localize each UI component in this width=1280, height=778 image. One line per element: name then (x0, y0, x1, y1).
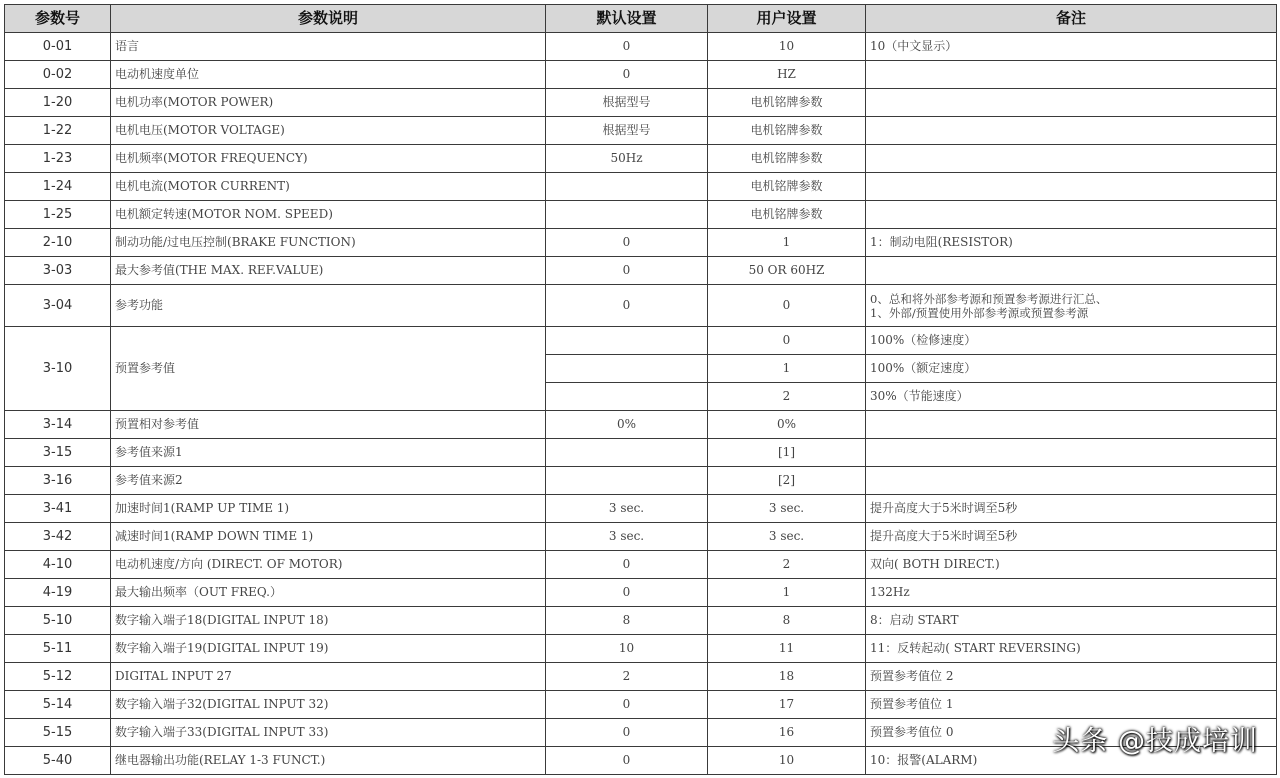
remark: 提升高度大于5米时调至5秒 (866, 523, 1277, 551)
header-remarks: 备注 (866, 5, 1277, 33)
param-description: 加速时间1(RAMP UP TIME 1) (111, 495, 546, 523)
user-setting: 11 (708, 635, 866, 663)
remark: 100%（额定速度） (866, 355, 1277, 383)
watermark: 头条 @技成培训 (1052, 726, 1258, 757)
table-body (5, 33, 1277, 775)
param-number: 1-20 (5, 89, 111, 117)
param-number: 4-10 (5, 551, 111, 579)
param-description: 预置相对参考值 (111, 411, 546, 439)
param-description: 预置参考值 (111, 327, 546, 411)
param-number: 3-04 (5, 285, 111, 327)
default-setting (546, 439, 708, 467)
user-setting: 16 (708, 719, 866, 747)
table-header-row (5, 5, 1277, 33)
user-setting: 18 (708, 663, 866, 691)
param-number: 3-42 (5, 523, 111, 551)
param-description: 电机功率(MOTOR POWER) (111, 89, 546, 117)
remark-line-1: 0、总和将外部参考源和预置参考源进行汇总、 (870, 291, 1108, 306)
param-description: DIGITAL INPUT 27 (111, 663, 546, 691)
table-row (5, 145, 1277, 173)
default-setting (546, 467, 708, 495)
table-row (5, 285, 1277, 327)
param-number: 4-19 (5, 579, 111, 607)
param-description: 电机电压(MOTOR VOLTAGE) (111, 117, 546, 145)
default-setting: 0 (546, 747, 708, 775)
remark: 30%（节能速度） (866, 383, 1277, 411)
default-setting: 0 (546, 229, 708, 257)
param-description: 减速时间1(RAMP DOWN TIME 1) (111, 523, 546, 551)
user-setting: 10 (708, 747, 866, 775)
param-description: 电机额定转速(MOTOR NOM. SPEED) (111, 201, 546, 229)
header-default-setting: 默认设置 (546, 5, 708, 33)
default-setting: 0 (546, 719, 708, 747)
remark: 10：报警(ALARM) (866, 747, 1277, 775)
default-setting: 0 (546, 579, 708, 607)
param-number: 2-10 (5, 229, 111, 257)
table-row (5, 173, 1277, 201)
remark: 11：反转起动( START REVERSING) (866, 635, 1277, 663)
default-setting: 10 (546, 635, 708, 663)
header-param-number: 参数号 (5, 5, 111, 33)
remark: 预置参考值位 2 (866, 663, 1277, 691)
param-description: 电动机速度单位 (111, 61, 546, 89)
table-row (5, 607, 1277, 635)
default-setting: 0 (546, 33, 708, 61)
table-row (5, 579, 1277, 607)
user-setting: 2 (708, 551, 866, 579)
remark: 1：制动电阻(RESISTOR) (866, 229, 1277, 257)
remark: 132Hz (866, 579, 1277, 607)
param-number: 5-10 (5, 607, 111, 635)
header-param-description: 参数说明 (111, 5, 546, 33)
param-description: 最大参考值(THE MAX. REF.VALUE) (111, 257, 546, 285)
param-number: 0-01 (5, 33, 111, 61)
param-description: 电机电流(MOTOR CURRENT) (111, 173, 546, 201)
param-number: 3-41 (5, 495, 111, 523)
default-setting: 0 (546, 285, 708, 327)
default-setting: 0% (546, 411, 708, 439)
remark (866, 61, 1277, 89)
table-row (5, 495, 1277, 523)
remark: 10（中文显示） (866, 33, 1277, 61)
param-number: 1-22 (5, 117, 111, 145)
remark (866, 285, 1277, 327)
user-setting: [1] (708, 439, 866, 467)
table-row (5, 117, 1277, 145)
remark (866, 439, 1277, 467)
default-setting: 0 (546, 551, 708, 579)
user-setting: 3 sec. (708, 523, 866, 551)
default-setting: 0 (546, 257, 708, 285)
user-setting: 0 (708, 327, 866, 355)
param-description: 继电器输出功能(RELAY 1-3 FUNCT.) (111, 747, 546, 775)
table-row (5, 89, 1277, 117)
default-setting (546, 201, 708, 229)
param-number: 3-03 (5, 257, 111, 285)
user-setting: 8 (708, 607, 866, 635)
user-setting: HZ (708, 61, 866, 89)
default-setting: 50Hz (546, 145, 708, 173)
remark: 预置参考值位 0 (866, 719, 1277, 747)
table-row (5, 327, 1277, 355)
remark (866, 89, 1277, 117)
user-setting: 0 (708, 285, 866, 327)
default-setting: 0 (546, 691, 708, 719)
user-setting: 50 OR 60HZ (708, 257, 866, 285)
default-setting (546, 383, 708, 411)
remark (866, 411, 1277, 439)
table-row (5, 467, 1277, 495)
param-number: 5-14 (5, 691, 111, 719)
param-number: 3-16 (5, 467, 111, 495)
param-description: 参考值来源2 (111, 467, 546, 495)
table-row (5, 201, 1277, 229)
param-description: 电机频率(MOTOR FREQUENCY) (111, 145, 546, 173)
user-setting: 1 (708, 355, 866, 383)
param-number: 3-10 (5, 327, 111, 411)
user-setting: 0% (708, 411, 866, 439)
default-setting: 0 (546, 61, 708, 89)
default-setting: 根据型号 (546, 89, 708, 117)
table-row (5, 551, 1277, 579)
remark (866, 173, 1277, 201)
table-row (5, 33, 1277, 61)
default-setting: 8 (546, 607, 708, 635)
param-description: 语言 (111, 33, 546, 61)
default-setting (546, 173, 708, 201)
remark: 100%（检修速度） (866, 327, 1277, 355)
param-description: 电动机速度/方向 (DIRECT. OF MOTOR) (111, 551, 546, 579)
param-description: 数字输入端子32(DIGITAL INPUT 32) (111, 691, 546, 719)
header-user-setting: 用户设置 (708, 5, 866, 33)
param-number: 5-11 (5, 635, 111, 663)
param-number: 1-24 (5, 173, 111, 201)
param-number: 3-15 (5, 439, 111, 467)
table-row (5, 691, 1277, 719)
user-setting: 3 sec. (708, 495, 866, 523)
table-row (5, 663, 1277, 691)
remark: 8：启动 START (866, 607, 1277, 635)
remark (866, 145, 1277, 173)
default-setting: 3 sec. (546, 523, 708, 551)
table-row (5, 439, 1277, 467)
param-number: 5-40 (5, 747, 111, 775)
remark (866, 117, 1277, 145)
remark: 双向( BOTH DIRECT.) (866, 551, 1277, 579)
remark (866, 201, 1277, 229)
remark: 预置参考值位 1 (866, 691, 1277, 719)
user-setting: 2 (708, 383, 866, 411)
param-description: 制动功能/过电压控制(BRAKE FUNCTION) (111, 229, 546, 257)
table-row (5, 229, 1277, 257)
param-number: 1-25 (5, 201, 111, 229)
user-setting: 10 (708, 33, 866, 61)
user-setting: [2] (708, 467, 866, 495)
table-row (5, 635, 1277, 663)
user-setting: 电机铭牌参数 (708, 117, 866, 145)
param-description: 参考功能 (111, 285, 546, 327)
parameter-table (4, 4, 1277, 775)
user-setting: 电机铭牌参数 (708, 145, 866, 173)
user-setting: 电机铭牌参数 (708, 89, 866, 117)
param-description: 数字输入端子33(DIGITAL INPUT 33) (111, 719, 546, 747)
user-setting: 电机铭牌参数 (708, 201, 866, 229)
remark (866, 257, 1277, 285)
user-setting: 17 (708, 691, 866, 719)
user-setting: 电机铭牌参数 (708, 173, 866, 201)
param-number: 1-23 (5, 145, 111, 173)
param-number: 3-14 (5, 411, 111, 439)
table-row (5, 411, 1277, 439)
param-number: 5-15 (5, 719, 111, 747)
param-description: 参考值来源1 (111, 439, 546, 467)
remark-line-2: 1、外部/预置使用外部参考源或预置参考源 (870, 305, 1089, 320)
param-number: 5-12 (5, 663, 111, 691)
default-setting: 根据型号 (546, 117, 708, 145)
param-description: 数字输入端子19(DIGITAL INPUT 19) (111, 635, 546, 663)
param-number: 0-02 (5, 61, 111, 89)
user-setting: 1 (708, 579, 866, 607)
remark (866, 467, 1277, 495)
remark: 提升高度大于5米时调至5秒 (866, 495, 1277, 523)
table-row (5, 257, 1277, 285)
table-row (5, 61, 1277, 89)
default-setting: 2 (546, 663, 708, 691)
table-row (5, 523, 1277, 551)
param-description: 数字输入端子18(DIGITAL INPUT 18) (111, 607, 546, 635)
default-setting (546, 355, 708, 383)
param-description: 最大输出频率（OUT FREQ.） (111, 579, 546, 607)
default-setting (546, 327, 708, 355)
default-setting: 3 sec. (546, 495, 708, 523)
user-setting: 1 (708, 229, 866, 257)
